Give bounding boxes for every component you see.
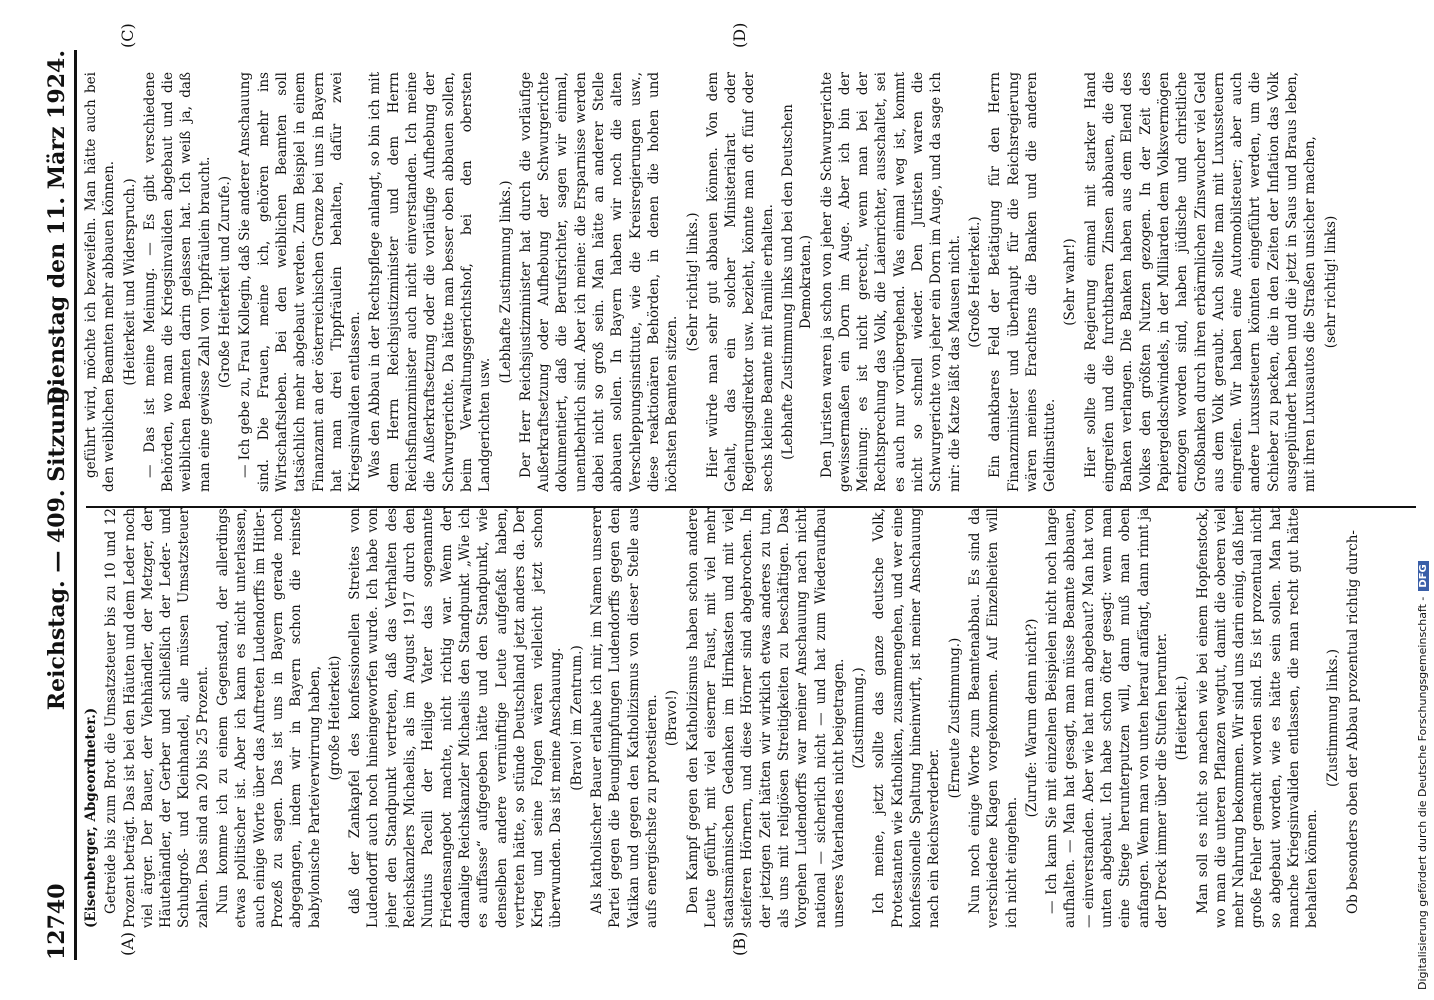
interjection: (Bravo!) <box>664 689 681 747</box>
interjection: (Zurufe: Warum denn nicht?) <box>1023 618 1040 818</box>
paragraph: — Ich gebe zu, Frau Kollegin, daß Sie anderer Anschauung sind. Die Frauen, meine ich, gehören mehr ins Wirtschaftsleben. Bei den weiblichen Beamten soll tatsächlich mehr abgebaut werden. Zum Beispiel in einem Finanzamt an der österreichischen Grenze bei uns in Bayern hat man drei Tippfräulein behalten, dafür zwei Kriegsinvaliden entlassen. <box>237 72 364 492</box>
paragraph: Hier würde man sehr gut abbauen können. Von dem Gehalt, das ein solcher Ministerialrat oder Regierungsdirektor usw. bezieht, könnte man oft fünf oder sechs kleine Beamte mit Familie erhalten. <box>704 72 776 492</box>
interjection: (Große Heiterkeit.) <box>966 216 983 348</box>
page-header <box>36 50 76 960</box>
interjection: (Zustimmung.) <box>851 667 868 769</box>
paragraph: Den Kampf gegen den Katholizismus haben schon andere Leute geführt, mit viel eiserner Faust, mit viel mehr staatsmännischen Gedanken im Hirnkasten und mit viel steiferen Hörnern, und diese Hörner sind abgebrochen. In der jetzigen Zeit hätten wir wirklich etwas anderes zu tun, als uns mit religiösen Streitigkeiten zu beschäftigen. Das Vorgehen Ludendorffs war meiner Anschauung nach nicht national — sicherlich nicht — und hat zum Wiederaufbau unseres Vaterlandes nicht beigetragen. <box>684 508 847 928</box>
paragraph: Was den Abbau in der Rechtspflege anlangt, so bin ich mit dem Herrn Reichsjustizminister und dem Herrn Reichsfinanzminister auch nicht einverstanden. Ich meine die Außerkraftsetzung oder die vorläufige Aufhebung der Schwurgerichte. Da hätte man besser oben abbauen sollen, beim Verwaltungsgerichtshof, bei den obersten Landgerichten usw. <box>367 72 494 492</box>
paragraph: Ich meine, jetzt sollte das ganze deutsche Volk, Protestanten wie Katholiken, zusammengehen, und wer eine konfessionelle Spaltung hineinwirft, ist meiner Anschauung nach ein Reichsverderber. <box>871 508 943 928</box>
right-paragraphs <box>82 72 1340 492</box>
session-date: Dienstag den 11. März 1924. <box>44 50 70 406</box>
margin-marker-a: (A) <box>118 931 137 956</box>
paragraph: Man soll es nicht so machen wie bei einem Hopfenstock, wo man die unteren Pflanzen wegtut, damit die oberen viel mehr Nahrung bekommen. Wir sind uns darin einig, daß hier große Fehler gemacht worden sind. Es ist prozentual nicht so abgebaut worden, wie es hätte sein sollen. Man hat manche Kriegsinvaliden entlassen, die man recht gut hätte behalten können. <box>1194 508 1321 928</box>
right-column <box>82 72 1422 492</box>
left-paragraphs <box>102 508 1362 928</box>
paragraph: Hier sollte die Regierung einmal mit starker Hand eingreifen und die furchtbaren Zinsen abbauen, die die Banken verlangen. Die Banken haben aus dem Elend des Volkes den größten Nutzen gezogen. In der Zeit des Papiergeldschwindels, in der Milliarden dem Volksvermögen entzogen worden sind, haben jüdische und christliche Großbanken durch ihren erbärmlichen Zinswucher viel Geld aus dem Volk geraubt. Auch sollte man mit Luxussteuern eingreifen. Wir haben eine Automobilsteuer; aber auch andere Luxussteuern könnten eingeführt werden, um die Schieber zu packen, die in den Zeiten der Inflation das Volk ausgeplündert haben und die jetzt in Saus und Braus leben, mit ihren Luxusautos die Straßen unsicher machen, <box>1082 72 1319 492</box>
interjection: (sehr richtig! links) <box>1322 215 1339 349</box>
paragraph: Nun komme ich zu einem Gegenstand, der allerdings etwas politischer ist. Aber ich kann es nicht unterlassen, auch einige Worte über das Auftreten Ludendorffs im Hitler-Prozeß zu sagen. Das ist uns in Bayern gerade noch abgegangen, indem wir in Bayern schon die reinste babylonische Parteiverwirrung haben, <box>215 508 323 928</box>
paragraph: daß der Zankapfel des konfessionellen Streites von Ludendorff auch noch hineingeworfen wurde. Ich habe von jeher den Standpunkt vertreten, daß das Verhalten des Reichskanzlers Michaelis, als im August 1917 durch den Nuntius Pacelli der Heilige Vater das sogenannte Friedensangebot machte, nicht richtig war. Wenn der damalige Reichskanzler Michaelis den Standpunkt „Wie ich es auffasse“ aufgegeben hätte und den Standpunkt, wie denselben andere vernünftige Leute aufgefaßt haben, vertreten hätte, so stünde Deutschland jetzt anders da. Der Krieg und seine Folgen wären vielleicht jetzt schon überwunden. Das ist meine Anschauung. <box>347 508 565 928</box>
interjection: (Heiterkeit und Widerspruch.) <box>121 178 138 386</box>
interjection: (Erneute Zustimmung.) <box>946 637 963 799</box>
paragraph: — Das ist meine Meinung. — Es gibt verschiedene Behörden, wo man die Kriegsinvaliden abgebaut und die weiblichen Beamten darin gelassen hat. Ich weiß ja, daß man eine gewisse Zahl von Tippfräulein braucht. <box>141 72 213 492</box>
digitization-sidebar <box>1414 10 1432 990</box>
interjection: (Zustimmung links.) <box>1324 649 1341 787</box>
margin-marker-c: (C) <box>118 23 137 48</box>
interjection: (Heiterkeit.) <box>1174 675 1191 761</box>
interjection: (Sehr richtig! links.) <box>684 212 701 352</box>
paragraph: — Ich kann Sie mit einzelnen Beispielen nicht noch lange aufhalten. — Man hat gesagt, man müsse Beamte abbauen, — einverstanden. Aber wie hat man abgebaut? Man hat von unten abgebaut. Ich habe schon öfter gesagt: wenn man eine Stiege herunterputzen will, dann muß man oben anfangen. Wenn man von unten herauf anfängt, dann rinnt ja der Dreck immer über die Stufen herunter. <box>1044 508 1170 928</box>
interjection: (Lebhafte Zustimmung links und bei den Deutschen Demokraten.) <box>779 104 815 460</box>
paragraph: Getreide bis zum Brot die Umsatzsteuer bis zu 10 und 12 Prozent beträgt. Das ist bei den Häuten und dem Leder noch viel ärger. Der Bauer, der Viehhändler, der Metzger, der Häutehändler, der Gerber und schließlich der Leder- und Schuhgroß- und Kleinhandel, alle müssen Umsatzsteuer zahlen. Das sind an 20 bis 25 Prozent. <box>103 508 211 928</box>
session-title: Reichstag. — 409. Sitzung. <box>44 379 70 711</box>
interjection: (große Heiterkeit) <box>326 655 343 781</box>
interjection: (Bravo! im Zentrum.) <box>568 645 585 791</box>
paragraph: Ein dankbares Feld der Betätigung für den Herrn Finanzminister und überhaupt für die Reichsregierung wären meines Erachtens die Banken und die anderen Geldinstitute. <box>987 72 1059 492</box>
speaker-line: (Eisenberger, Abgeordneter.) <box>83 707 99 928</box>
margin-marker-b: (B) <box>730 931 749 956</box>
paragraph: Als katholischer Bauer erlaube ich mir, im Namen unserer Partei gegen die Beunglimpfungen Ludendorffs gegen den Vatikan und gegen den Katholizismus von dieser Stelle aus aufs energischste zu protestieren. <box>589 508 660 928</box>
page-number: 12740 <box>44 883 70 960</box>
dfg-logo: DFG <box>1418 561 1429 590</box>
left-column <box>82 508 1422 928</box>
credit-text: Digitalisierung gefördert durch die Deutsche Forschungsgemeinschaft - <box>1416 596 1429 990</box>
paragraph: Der Herr Reichsjustizminister hat durch die vorläufige Außerkraftsetzung oder Aufhebung der Schwurgerichte dokumentiert, daß die Berufsrichter, sagen wir einmal, unentbehrlich sind. Aber ich meine: die Ersparnisse werden dabei nicht so groß sein. Man hätte an anderer Stelle abbauen sollen. In Bayern haben wir noch die alten Verschleppungsinstitute, wie die Kreisregierungen usw., diese reaktionären Behörden, in denen die hohen und höchsten Beamten sitzen. <box>517 72 681 492</box>
paragraph: Nun noch einige Worte zum Beamtenabbau. Es sind da verschiedene Klagen vorgekommen. Auf Einzelheiten will ich nicht eingehen. <box>966 508 1020 928</box>
paragraph: Den Juristen waren ja schon von jeher die Schwurgerichte gewissermaßen ein Dorn im Auge. Aber ich bin der Meinung: es ist nicht gerecht, wenn man bei der Rechtsprechung das Volk, die Laienrichter, ausschaltet, sei es auch nur vorübergehend. Was einmal weg ist, kommt nicht so schnell wieder. Den Juristen waren die Schwurgerichte von jeher ein Dorn im Auge, und da sage ich mir: die Katze läßt das Mausen nicht. <box>818 72 963 492</box>
digitization-credit <box>1416 10 1434 990</box>
margin-marker-d: (D) <box>730 22 749 48</box>
interjection: (Lebhafte Zustimmung links.) <box>497 180 514 384</box>
interjection: (Große Heiterkeit und Zurufe.) <box>217 175 234 389</box>
header-rule <box>74 50 77 960</box>
interjection: (Sehr wahr!) <box>1062 238 1079 326</box>
paragraph: geführt wird, möchte ich bezweifeln. Man hätte auch bei den weiblichen Beamten mehr abbauen können. <box>83 72 118 492</box>
paragraph: Ob besonders oben der Abbau prozentual richtig durch- <box>1344 530 1361 914</box>
